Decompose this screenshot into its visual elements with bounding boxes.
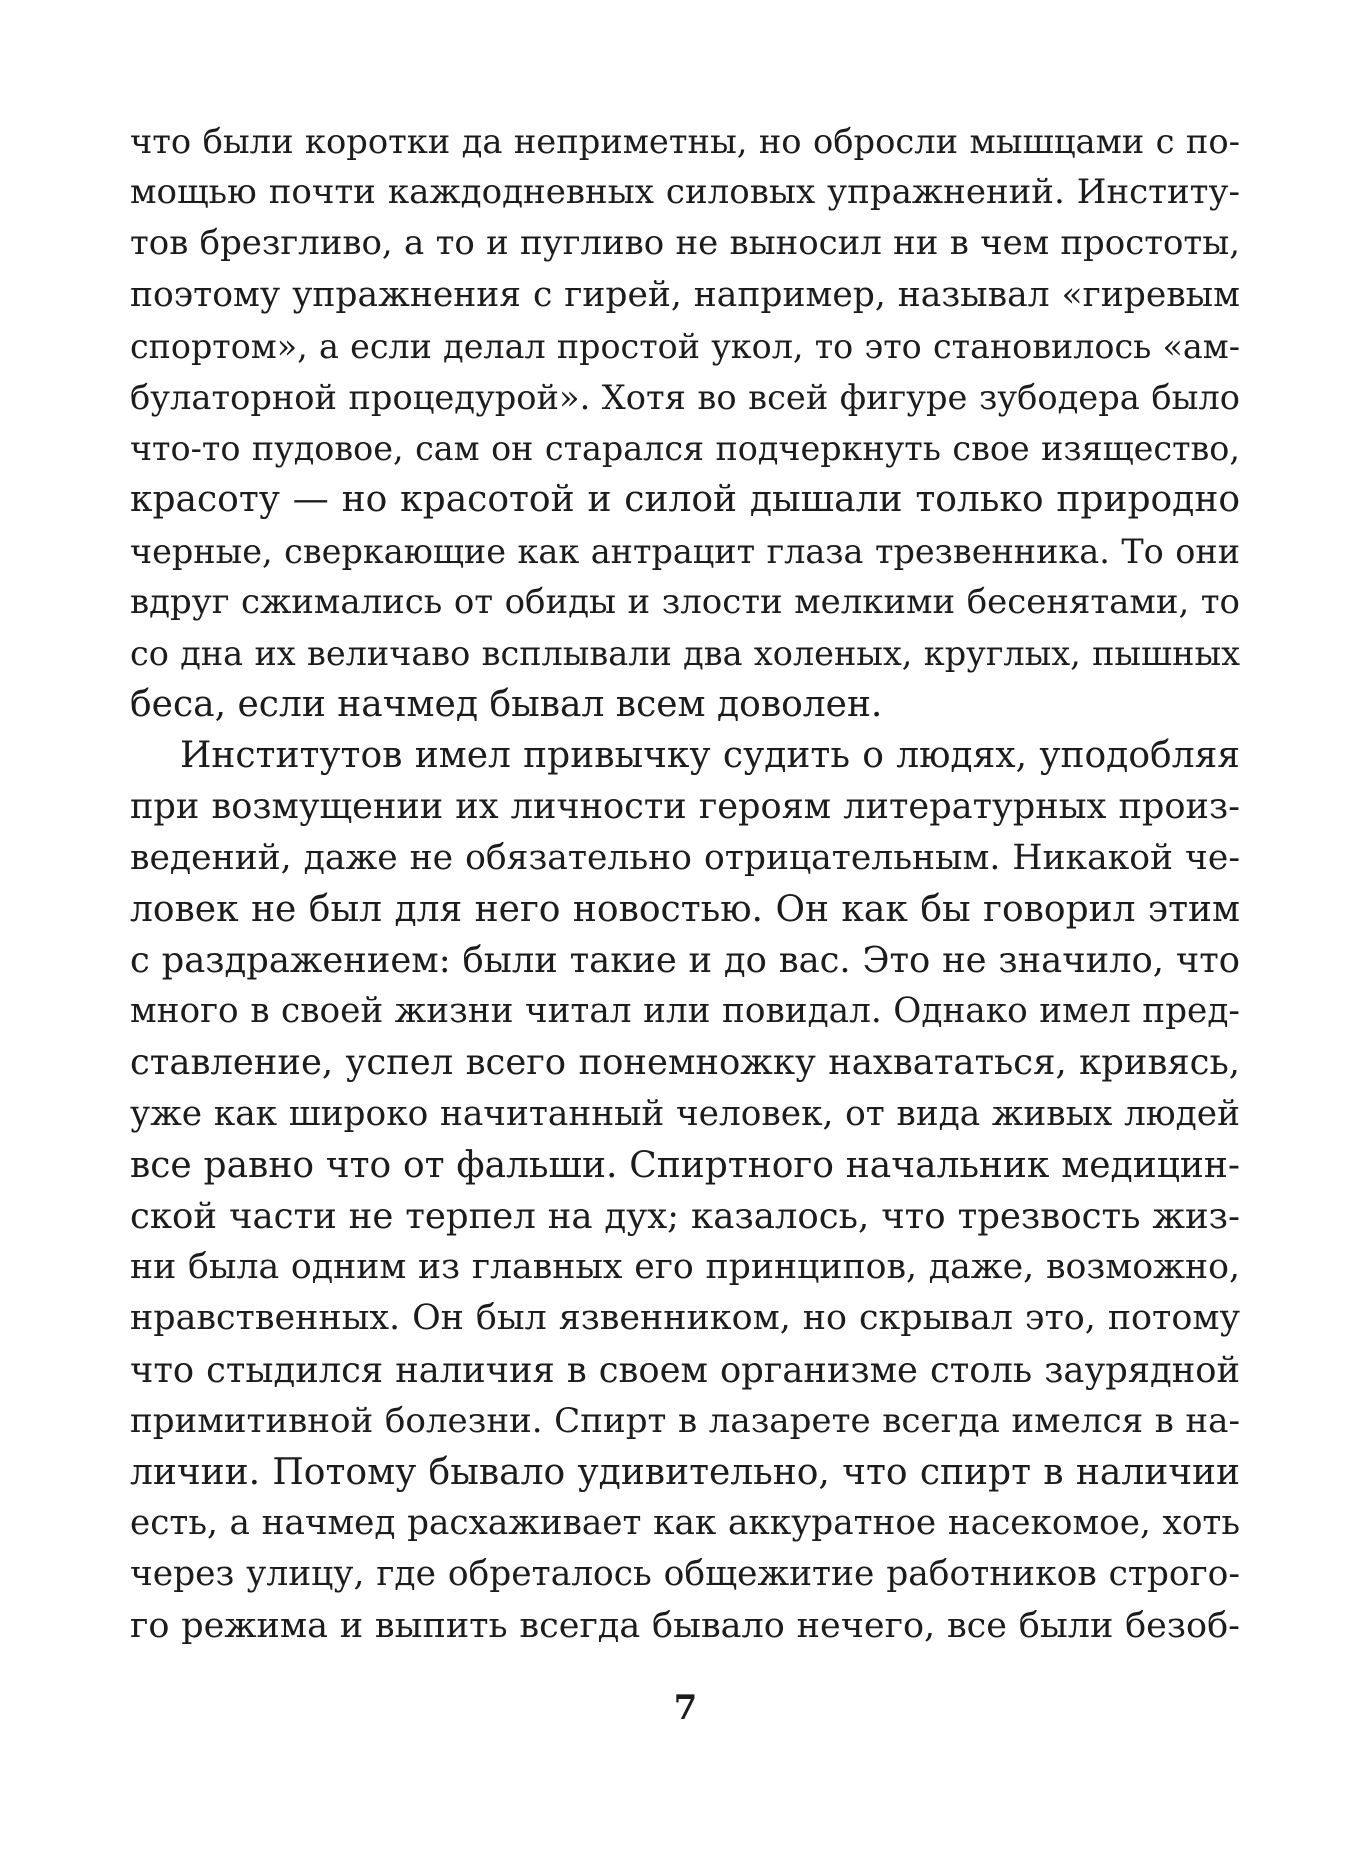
text-line: Институтов имел привычку судить о людях, уподобляя [180,735,1240,777]
text-line: много в своей жизни читал или повидал. Однако имел пред- [130,991,1240,1032]
text-line: черные, сверкающие как антрацит глаза трезвенника. То они [130,531,1240,571]
text-line: что стыдился наличия в своем организме столь заурядной [130,1349,1240,1391]
paragraph-2 [130,730,1240,1651]
text-line: уже как широко начитанный человек, от вида живых людей [130,1093,1240,1134]
text-line: примитивной болезни. Спирт в лазарете всегда имелся в на- [130,1400,1240,1441]
text-line: через улицу, где обреталось общежитие работников строго- [130,1554,1240,1595]
text-line: мощью почти каждодневных силовых упражнений. Институ- [130,172,1240,213]
text-line: булаторной процедурой». Хотя во всей фигуре зубодера было [130,377,1240,417]
body-text [130,116,1240,1652]
text-line: беса, если начмед бывал всем доволен. [130,684,883,726]
text-line: поэтому упражнения с гирей, например, называл «гиревым [130,274,1240,315]
text-line: спортом», а если делал простой укол, то это становилось «ам- [130,326,1240,366]
page-number: 7 [673,1688,698,1728]
text-line: с раздражением: были такие и до вас. Это не значило, что [130,940,1240,981]
text-line: все равно что от фальши. Спиртного начальник медицин- [130,1144,1240,1186]
paragraph-1 [130,116,1240,730]
text-line: личии. Потому бывало удивительно, что спирт в наличии [130,1451,1240,1493]
text-line: со дна их величаво всплывали два холеных, круглых, пышных [130,633,1240,673]
text-line: го режима и выпить всегда бывало нечего, все были безоб- [130,1605,1240,1647]
text-line: вдруг сжимались от обиды и злости мелкими бесенятами, то [130,581,1240,622]
text-line: ловек не был для него новостью. Он как бы говорил этим [130,888,1240,930]
text-line: что были коротки да неприметны, но обросли мышцами с по- [130,122,1240,161]
text-line: ставление, успел всего понемножку нахвататься, кривясь, [130,1042,1240,1084]
text-line: нравственных. Он был язвенником, но скрывал это, потому [130,1298,1240,1339]
text-line: ни была одним из главных его принципов, даже, возможно, [130,1247,1240,1288]
text-line: есть, а начмед расхаживает как аккуратное насекомое, хоть [130,1503,1240,1544]
text-line: красоту — но красотой и силой дышали только природно [130,479,1240,521]
text-line: что-то пудовое, сам он старался подчеркнуть свое изящество, [130,429,1240,469]
text-line: ской части не терпел на дух; казалось, что трезвость жиз- [130,1195,1240,1237]
text-line: при возмущении их личности героям литературных произ- [130,786,1240,828]
text-line: ведений, даже не обязательно отрицательным. Никакой че- [130,837,1240,878]
text-line: тов брезгливо, а то и пугливо не выносил ни в чем простоты, [130,223,1240,264]
